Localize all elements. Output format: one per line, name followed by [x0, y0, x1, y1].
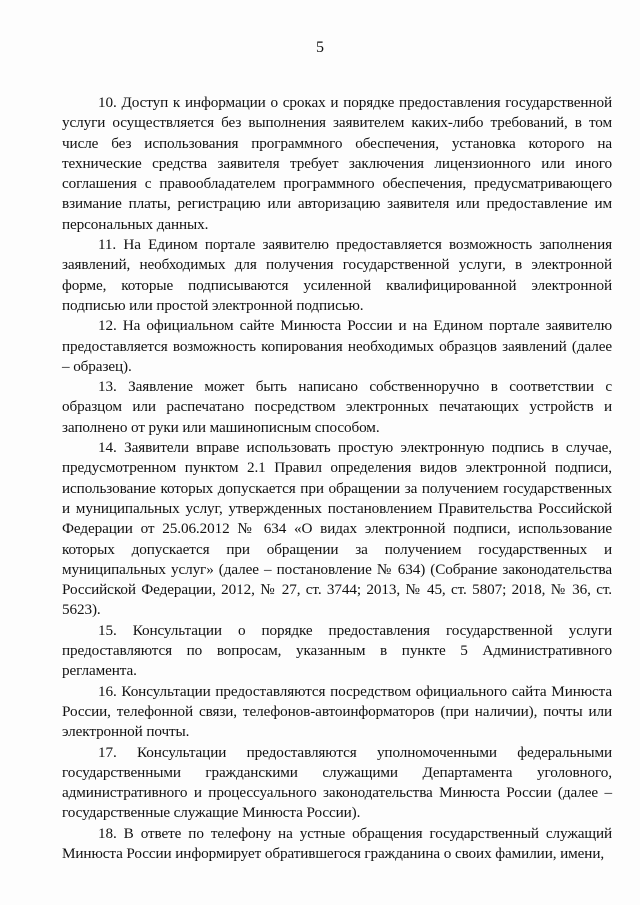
document-body — [62, 93, 612, 864]
paragraph-10: 10. Доступ к информации о сроках и порядке предоставления государственной услуги осуществляется без выполнения заявителем каких-либо требований, в том числе без использования программного обеспечения, установка которого на технические средства заявителя требует заключения лицензионного или иного соглашения с правообладателем программного обеспечения, предусматривающего взимание платы, регистрацию или авторизацию заявителя или предоставление им персональных данных. — [62, 94, 612, 233]
paragraph-18: 18. В ответе по телефону на устные обращения государственный служащий Минюста России информирует обратившегося гражданина о своих фамилии, имени, — [62, 824, 612, 862]
paragraph-16: 16. Консультации предоставляются посредством официального сайта Минюста России, телефонной связи, телефонов-автоинформаторов (при наличии), почты или электронной почты. — [62, 682, 612, 741]
paragraph-12: 12. На официальном сайте Минюста России и на Едином портале заявителю предоставляется возможность копирования необходимых образцов заявлений (далее – образец). — [62, 317, 612, 375]
paragraph-11: 11. На Едином портале заявителю предоставляется возможность заполнения заявлений, необходимых для получения государственной услуги, в электронной форме, которые подписываются усиленной квалифицированной электронной подписью или простой электронной подписью. — [62, 236, 612, 314]
page-number: 5 — [316, 39, 324, 56]
paragraph-14: 14. Заявители вправе использовать простую электронную подпись в случае, предусмотренном пунктом 2.1 Правил определения видов электронной подписи, использование которых допускается при обращении за получением государственных и муниципальных услуг, утвержденных постановлением Правительства Российской Федерации от 25.06.2012 № 634 «О видах электронной подписи, использование которых допускается при обращении за получением государственных и муниципальных услуг» (далее – постановление № 634) (Собрание законодательства Российской Федерации, 2012, № 27, ст. 3744; 2013, № 45, ст. 5807; 2018, № 36, ст. 5623). — [62, 439, 612, 619]
paragraph-17: 17. Консультации предоставляются уполномоченными федеральными государственными гражданскими служащими Департамента уголовного, административного и процессуального законодательства Минюста России (далее – государственные служащие Минюста России). — [62, 743, 612, 822]
paragraph-15: 15. Консультации о порядке предоставления государственной услуги предоставляются по вопросам, указанным в пункте 5 Административного регламента. — [62, 621, 612, 680]
paragraph-13: 13. Заявление может быть написано собственноручно в соответствии с образцом или распечатано посредством электронных печатающих устройств и заполнено от руки или машинописным способом. — [62, 378, 612, 436]
